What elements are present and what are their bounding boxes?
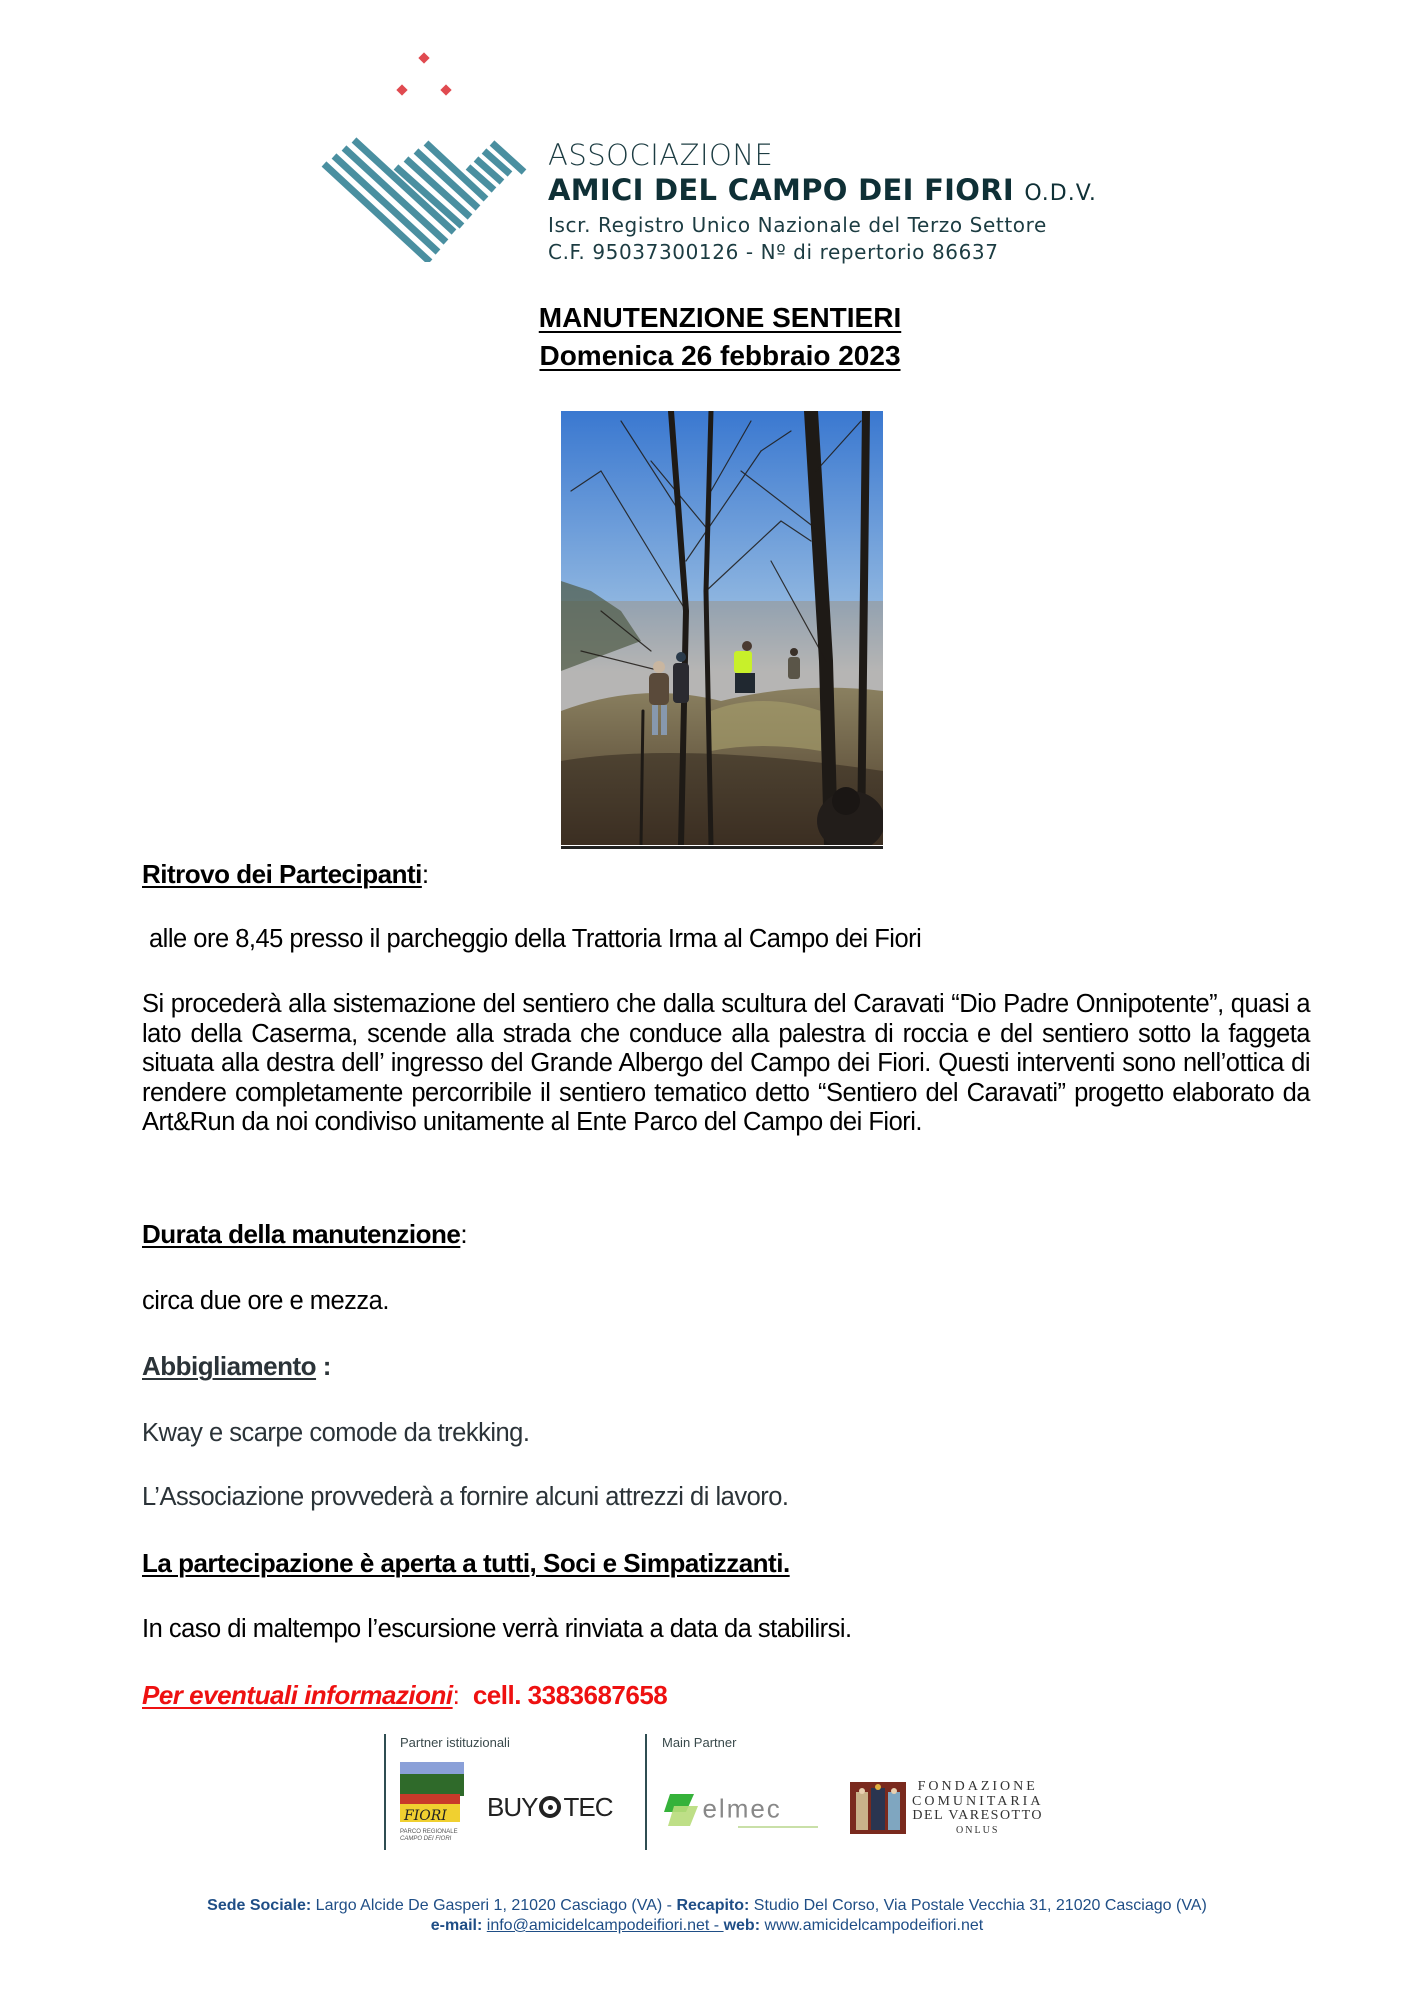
durata-text: circa due ore e mezza. [142,1287,389,1315]
forest-trail-photo [561,411,883,845]
org-name-line1: ASSOCIAZIONE [548,138,774,172]
participation-text: La partecipazione è aperta a tutti, Soci e Simpatizzanti. [142,1548,790,1578]
durata-colon: : [460,1219,468,1249]
parco-sub2: CAMPO DEI FIORI [400,1836,452,1842]
fondazione-line2: COMUNITARIA [912,1793,1044,1809]
event-date: Domenica 26 febbraio 2023 [539,340,901,371]
description-paragraph: Si procederà alla sistemazione del sentiero che dalla scultura del Caravati “Dio Padre Onnipotente”, quasi a lato della Caserma, scende alla strada che conduce alla palestra di roccia e del sentiero sotto la faggeta situata alla destra dell’ ingresso del Grande Albergo del Campo dei Fiori. Questi interventi sono nell’ottica di rendere completamente percorribile il sentiero tematico detto “Sentiero del Caravati” progetto elaborato da Art&Run da noi condiviso unitamente al Ente Parco del Campo dei Fiori. [142,990,1310,1136]
info-colon: : [452,1680,460,1710]
fondazione-logo-text [912,1780,1043,1838]
section-heading-ritrovo [142,860,429,890]
info-phone[interactable]: cell. 3383687658 [472,1680,668,1710]
section-heading-abbigliamento [142,1352,331,1382]
elmec-name: elmec [702,1793,782,1824]
attrezzi-note: L’Associazione provvederà a fornire alcuni attrezzi di lavoro. [142,1483,789,1511]
parco-logo-icon [400,1762,464,1824]
buytec-name-a: BUY [487,1792,538,1822]
elmec-logo [664,1792,782,1826]
web-label: web: [723,1917,761,1934]
power-icon [539,1796,561,1818]
elmec-leaf-icon [664,1792,698,1826]
sede-label: Sede Sociale: [207,1897,312,1914]
fondazione-line1: FONDAZIONE [917,1779,1038,1794]
info-label: Per eventuali informazioni [142,1680,453,1710]
parco-campo-dei-fiori-logo [400,1762,464,1842]
partner-divider-middle [645,1734,647,1850]
partner-divider-left [384,1734,386,1850]
svg-text:FIORI: FIORI [404,1808,447,1824]
footer-address-line [0,1896,1414,1916]
fondazione-painting-thumbnail [850,1782,906,1834]
org-suffix: O.D.V. [1024,181,1097,206]
institutional-partners-label: Partner istituzionali [400,1735,510,1750]
recapito-label: Recapito: [676,1897,750,1914]
web-link[interactable]: www.amicidelcampodeifiori.net [760,1917,984,1934]
abbigliamento-text: Kway e scarpe comode da trekking. [142,1419,530,1447]
elmec-tagline [738,1826,818,1828]
fondazione-painting-icon [850,1782,906,1834]
info-contact-line [142,1681,667,1711]
footer-contact-line [0,1916,1414,1936]
sede-value: Largo Alcide De Gasperi 1, 21020 Casciago (VA) - [311,1897,677,1914]
association-logo-mark [318,52,528,262]
ritrovo-heading-text: Ritrovo dei Partecipanti [142,859,422,889]
buytec-name-b: TEC [563,1792,613,1822]
bad-weather-note: In caso di maltempo l’escursione verrà rinviata a data da stabilirsi. [142,1615,852,1643]
page-title: MANUTENZIONE SENTIERI [538,302,902,333]
section-heading-durata [142,1220,467,1250]
registry-line: Iscr. Registro Unico Nazionale del Terzo Settore [548,213,1047,237]
participation-notice [142,1549,790,1579]
email-label: e-mail: [430,1917,483,1934]
event-photo [561,411,883,845]
durata-heading-text: Durata della manutenzione [142,1219,461,1249]
ritrovo-text: alle ore 8,45 presso il parcheggio della Trattoria Irma al Campo dei Fiori [149,925,922,953]
logo-stripes-icon [318,52,528,262]
cf-line: C.F. 95037300126 - Nº di repertorio 86637 [548,240,999,264]
fondazione-line4: ONLUS [956,1824,1000,1836]
ritrovo-colon: : [421,859,429,889]
buytec-logo [487,1790,612,1824]
photo-underline-divider [561,846,883,849]
parco-sub1: PARCO REGIONALE [400,1829,458,1835]
email-link[interactable]: info@amicidelcampodeifiori.net - [486,1917,724,1934]
org-name-main: AMICI DEL CAMPO DEI FIORI [548,173,1014,207]
main-partner-label: Main Partner [662,1735,737,1750]
fondazione-line3: DEL VARESOTTO [912,1808,1044,1823]
abbigliamento-colon: : [316,1351,331,1381]
association-name-block [548,138,1097,266]
org-name-line2 [548,172,1097,212]
recapito-value: Studio Del Corso, Via Postale Vecchia 31, 21020 Casciago (VA) [749,1897,1207,1914]
abbigliamento-heading-text: Abbigliamento [142,1351,317,1381]
parco-subtitle [400,1829,464,1843]
